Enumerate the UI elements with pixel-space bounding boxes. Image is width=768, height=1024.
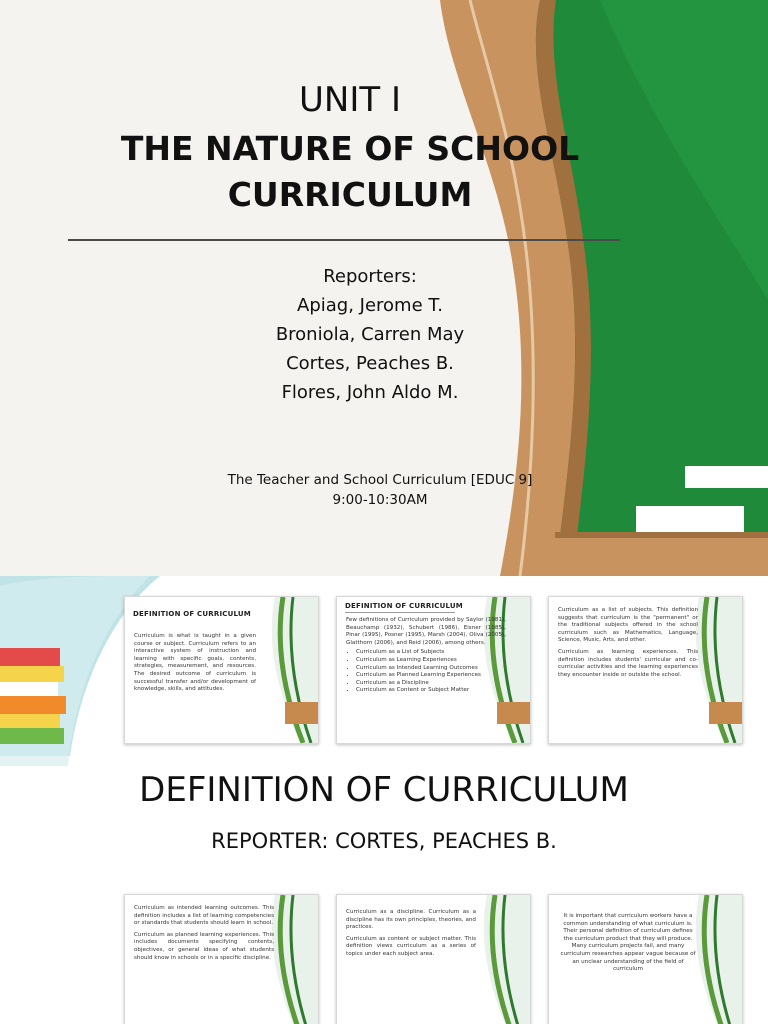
reporter-name: Cortes, Peaches B. [286,353,454,374]
thumbnail-body [346,909,476,963]
slide-thumbnail[interactable] [124,894,319,1024]
list-item: • Curriculum as a List of Subjects [356,649,506,657]
list-item: • Curriculum as Planned Learning Experiences [356,672,506,680]
overview-slide [0,576,768,1024]
unit-label: UNIT I [299,80,401,120]
slide-thumbnail[interactable] [548,596,743,744]
thumbnail-paragraph: Curriculum as learning experiences. This definition includes students' curricular and co-curricular activities and the learning experiences they encounter inside or outside the school. [558,648,698,678]
thumbnail-intro: Few definitions of Curriculum provided by Saylor (1981), Beauchamp (1932), Schubert (1986), Eisner (1985), Pinar (1995), Posner (1995), Marsh (2004), Oliva (2005), Glatthorn (2006), and Reid (2006), among others. [346,617,506,646]
thumbnail-body [134,905,274,966]
slide-thumbnail[interactable] [124,596,319,744]
title-block [60,78,640,218]
slide-thumbnail[interactable] [336,596,531,744]
presentation-title [60,126,640,218]
list-item: • Curriculum as a Discipline [356,680,506,688]
thumbnail-title: DEFINITION OF CURRICULUM [133,610,251,618]
thumbnail-list [346,649,506,695]
thumbnail-paragraph: Curriculum as a discipline. Curriculum as a discipline has its own principles, theories, and practices. [346,909,476,931]
slide-thumbnail[interactable] [548,894,743,1024]
thumbnail-title: DEFINITION OF CURRICULUM [345,602,463,610]
thumbnail-paragraph: Curriculum as intended learning outcomes. This definition includes a list of learning competencies or standards that students should learn in school. [134,905,274,927]
thumbnail-body [558,913,698,978]
class-time: 9:00-10:30AM [332,492,428,508]
thumbnail-paragraph: Curriculum as planned learning experiences. This includes documents specifying contents, objectives, or general ideas of what students should know in schools or in a specific discipline. [134,931,274,961]
thumbnail-body: Curriculum is what is taught in a given course or subject. Curriculum refers to an interactive system of instruction and learning with specific goals, contents, strategies, measurement, and resources. The desired outcome of curriculum is successful transfer and/or development of knowledge, skills, and attitudes. [134,633,256,693]
title-line-2: CURRICULUM [227,175,473,214]
section-heading: DEFINITION OF CURRICULUM [139,770,629,810]
title-divider [68,239,620,241]
list-item: • Curriculum as Content or Subject Matter [356,687,506,695]
thumbnail-paragraph: It is important that curriculum workers have a common understanding of what curriculum is. Their personal definition of curriculum defines the curriculum product that they will produce. Many curriculum projects fail, and many curriculum researches appear vague because of an unclear understanding of the field of curriculum [560,913,696,973]
course-info [170,470,590,510]
title-line-1: THE NATURE OF SCHOOL [120,129,580,168]
thumbnail-paragraph: Curriculum as a list of subjects. This definition suggests that curriculum is the "permanent" or the traditional subjects offered in the school curriculum such as Mathematics, Language, Science, Music, Arts, and other. [558,607,698,644]
reporter-name: Flores, John Aldo M. [281,382,459,403]
list-item: • Curriculum as Intended Learning Outcomes [356,665,506,673]
list-item: • Curriculum as Learning Experiences [356,657,506,665]
reporters-label: Reporters: [323,266,417,287]
reporters-list [160,262,580,407]
thumbnail-body [346,617,506,695]
reporter-name: Apiag, Jerome T. [297,295,443,316]
reporter-name: Broniola, Carren May [275,324,465,345]
reporter-heading: REPORTER: CORTES, PEACHES B. [211,829,557,853]
slide-thumbnail[interactable] [336,894,531,1024]
course-name: The Teacher and School Curriculum [EDUC 9] [227,472,533,488]
thumbnail-divider [345,612,455,613]
thumbnail-paragraph: Curriculum as content or subject matter. This definition views curriculum as a series of topics under each subject area. [346,935,476,957]
thumbnail-body [558,607,698,683]
